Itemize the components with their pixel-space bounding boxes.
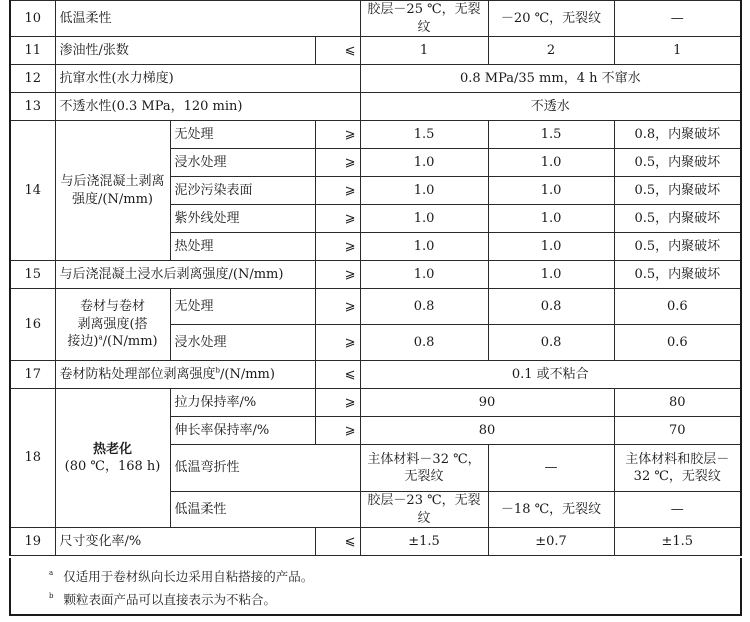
sub-item-label: 热处理	[170, 233, 315, 261]
item-label: 不透水性(0.3 MPa，120 min)	[55, 93, 360, 121]
footnote-mark-a: a	[98, 334, 103, 343]
value-col2: 1.0	[488, 205, 614, 233]
item-label: 与后浇混凝土剥离强度/(N/mm)	[55, 121, 170, 261]
value-col3: 0.8，内聚破坏	[614, 121, 741, 149]
footnote-mark-b: b	[215, 366, 220, 375]
value-col1: 1.0	[360, 149, 488, 177]
value-col2: 1.5	[488, 121, 614, 149]
sub-item-label: 无处理	[170, 289, 315, 325]
value-col1: 1.0	[360, 261, 488, 289]
table-row-19	[10, 528, 741, 556]
row-number: 17	[10, 361, 55, 389]
table-row-16-sub-1	[10, 289, 741, 325]
table-row-10	[10, 1, 741, 37]
footnote-mark: a	[49, 569, 54, 577]
table-row-12	[10, 65, 741, 93]
item-label-text: 卷材防粘处理部位剥离强度	[59, 366, 216, 382]
row-number: 14	[10, 121, 55, 261]
value-col2: 0.8	[488, 325, 614, 361]
value-col2: —	[488, 445, 614, 492]
value-col3: —	[614, 492, 741, 528]
footnote-text: 颗粒表面产品可以直接表示为不粘合。	[63, 592, 276, 607]
item-label-line-3-tail: /(N/mm)	[102, 334, 158, 350]
table-row-17	[10, 361, 741, 389]
merged-value: 0.1 或不粘合	[360, 361, 741, 389]
comparison-symbol: ⩽	[315, 37, 360, 65]
footnote-text: 仅适用于卷材纵向长边采用自粘搭接的产品。	[63, 569, 314, 584]
value-col3: 0.5，内聚破坏	[614, 149, 741, 177]
item-label: 低温柔性	[55, 1, 360, 37]
merged-value: 0.8 MPa/35 mm，4 h 不窜水	[360, 65, 741, 93]
comparison-symbol: ⩾	[315, 325, 360, 361]
table-row-15	[10, 261, 741, 289]
sub-item-label: 低温柔性	[170, 492, 360, 528]
table-row-13	[10, 93, 741, 121]
item-label: 抗窜水性(水力梯度)	[55, 65, 360, 93]
value-col3: 0.5，内聚破坏	[614, 261, 741, 289]
footnote-b	[49, 590, 276, 608]
item-label: 与后浇混凝土浸水后剥离强度/(N/mm)	[55, 261, 315, 289]
item-label-line-1: 卷材与卷材	[79, 299, 145, 315]
value-col3: 70	[614, 417, 741, 445]
value-col1: 1.0	[360, 205, 488, 233]
comparison-symbol: ⩾	[315, 121, 360, 149]
value-col3: 0.5，内聚破坏	[614, 233, 741, 261]
row-number: 19	[10, 528, 55, 556]
item-label-tail: /(N/mm)	[220, 366, 275, 382]
value-col1: 0.8	[360, 289, 488, 325]
value-col3: 1	[614, 37, 741, 65]
value-col1: 胶层－25 ℃，无裂纹	[360, 1, 488, 37]
spec-table	[9, 0, 742, 556]
sub-item-label: 拉力保持率/%	[170, 389, 315, 417]
item-label: 渗油性/张数	[55, 37, 315, 65]
value-col3: 0.5，内聚破坏	[614, 205, 741, 233]
table-row-14-sub-1	[10, 121, 741, 149]
comparison-symbol: ⩽	[315, 528, 360, 556]
value-col2: 1.0	[488, 177, 614, 205]
row-number: 11	[10, 37, 55, 65]
value-col12-merged: 90	[360, 389, 614, 417]
comparison-symbol: ⩾	[315, 261, 360, 289]
row-number: 18	[10, 389, 55, 528]
item-label	[55, 289, 170, 361]
comparison-symbol: ⩾	[315, 233, 360, 261]
comparison-symbol: ⩾	[315, 289, 360, 325]
value-col3: 0.6	[614, 289, 741, 325]
item-label	[55, 361, 315, 389]
comparison-symbol: ⩾	[315, 149, 360, 177]
value-col3: 0.6	[614, 325, 741, 361]
value-col3: 主体材料和胶层－32 ℃，无裂纹	[614, 445, 741, 492]
item-label: 尺寸变化率/%	[55, 528, 315, 556]
sub-item-label: 无处理	[170, 121, 315, 149]
table-footnotes	[9, 558, 742, 616]
value-col2: 2	[488, 37, 614, 65]
value-col2: －18 ℃，无裂纹	[488, 492, 614, 528]
value-col3: 0.5，内聚破坏	[614, 177, 741, 205]
sub-item-label: 浸水处理	[170, 149, 315, 177]
table-row-18-sub-1	[10, 389, 741, 417]
value-col2: 1.0	[488, 233, 614, 261]
comparison-symbol: ⩾	[315, 389, 360, 417]
merged-value: 不透水	[360, 93, 741, 121]
row-number: 12	[10, 65, 55, 93]
comparison-symbol: ⩾	[315, 177, 360, 205]
value-col12-merged: 80	[360, 417, 614, 445]
row-number: 10	[10, 1, 55, 37]
item-label-line-2: (80 ℃，168 h)	[64, 459, 161, 475]
comparison-symbol: ⩾	[315, 417, 360, 445]
row-number: 15	[10, 261, 55, 289]
value-col1: 1.0	[360, 177, 488, 205]
value-col1: 1.0	[360, 233, 488, 261]
value-col2: 1.0	[488, 261, 614, 289]
item-label-line-3: 接边)	[67, 334, 99, 350]
row-number: 13	[10, 93, 55, 121]
sub-item-label: 紫外线处理	[170, 205, 315, 233]
footnote-mark: b	[49, 592, 54, 600]
value-col1: ±1.5	[360, 528, 488, 556]
comparison-symbol: ⩾	[315, 205, 360, 233]
value-col1: 1	[360, 37, 488, 65]
sub-item-label: 浸水处理	[170, 325, 315, 361]
value-col2: 0.8	[488, 289, 614, 325]
item-label-line-2: 剥离强度(搭	[77, 316, 148, 332]
sub-item-label: 伸长率保持率/%	[170, 417, 315, 445]
value-col1: 主体材料－32 ℃，无裂纹	[360, 445, 488, 492]
value-col3: 80	[614, 389, 741, 417]
value-col1: 1.5	[360, 121, 488, 149]
row-number: 16	[10, 289, 55, 361]
sub-item-label: 泥沙污染表面	[170, 177, 315, 205]
comparison-symbol: ⩽	[315, 361, 360, 389]
sub-item-label: 低温弯折性	[170, 445, 360, 492]
value-col3: ±1.5	[614, 528, 741, 556]
value-col2: ±0.7	[488, 528, 614, 556]
item-label	[55, 389, 170, 528]
value-col2: 1.0	[488, 149, 614, 177]
value-col1: 0.8	[360, 325, 488, 361]
footnote-a	[49, 567, 313, 585]
item-label-line-1: 热老化	[92, 441, 132, 457]
value-col3: —	[614, 1, 741, 37]
table-row-11	[10, 37, 741, 65]
value-col2: －20 ℃，无裂纹	[488, 1, 614, 37]
value-col1: 胶层－23 ℃，无裂纹	[360, 492, 488, 528]
